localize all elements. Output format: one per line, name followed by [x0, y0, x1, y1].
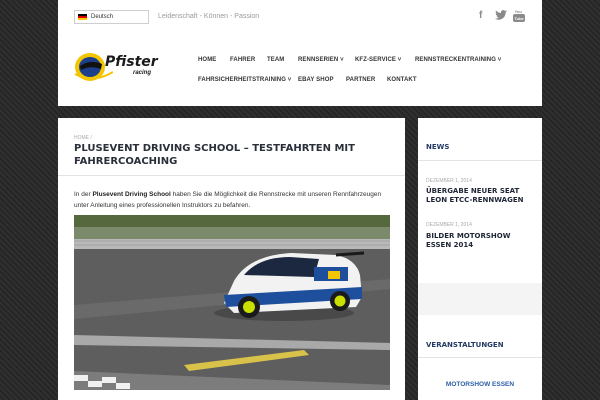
sidebar: [418, 118, 542, 400]
facebook-icon[interactable]: f: [479, 10, 483, 21]
nav-home[interactable]: HOME: [198, 57, 217, 63]
chevron-down-icon: ˅: [397, 57, 402, 63]
svg-text:You: You: [514, 9, 522, 14]
main-content: [58, 118, 405, 400]
nav-kfz-service[interactable]: [355, 57, 401, 63]
nav-kfz-service-label: KFZ-SERVICE: [355, 57, 396, 63]
news-post-link[interactable]: ÜBERGABE NEUER SEAT LEON ETCC-RENNWAGEN: [426, 187, 524, 204]
race-car-photo: [74, 215, 390, 390]
german-flag-icon: [78, 14, 87, 20]
nav-rennserien[interactable]: [298, 57, 344, 63]
news-post-link[interactable]: BILDER MOTORSHOW ESSEN 2014: [426, 232, 511, 249]
nav-partner[interactable]: PARTNER: [346, 77, 376, 83]
news-heading: NEWS: [426, 143, 450, 151]
nav-kontakt[interactable]: KONTAKT: [387, 77, 417, 83]
nav-ebay-shop[interactable]: EBAY SHOP: [298, 77, 334, 83]
events-heading: VERANSTALTUNGEN: [426, 341, 504, 349]
intro-text-pre: In der: [74, 191, 93, 198]
site-logo[interactable]: [73, 50, 161, 86]
breadcrumb[interactable]: HOME /: [74, 135, 92, 141]
sidebar-spacer: [418, 283, 542, 315]
nav-fahrer[interactable]: FAHRER: [230, 57, 256, 63]
article-photo: [74, 215, 390, 390]
intro-text-post: haben Sie die Möglichkeit die Rennstrecke mit unseren Rennfahrzeugen unter Anleitung eines professionellen Instruktors zu befahren.: [74, 191, 382, 209]
divider: [418, 160, 542, 161]
chevron-down-icon: ˅: [287, 77, 292, 83]
nav-team[interactable]: TEAM: [267, 57, 285, 63]
chevron-down-icon: ˅: [340, 57, 344, 63]
logo-name: Pfister: [105, 54, 158, 70]
language-label: Deutsch: [91, 14, 114, 20]
logo-sub: racing: [133, 70, 152, 76]
site-tagline: Leidenschaft - Können - Passion: [158, 13, 260, 20]
page-title: PLUSEVENT DRIVING SCHOOL – TESTFAHRTEN MIT FAHRERCOACHING: [74, 143, 355, 167]
nav-fahrsicherheitstraining[interactable]: [198, 77, 291, 83]
nav-rennstreckentraining[interactable]: [415, 57, 501, 63]
nav-rennstreckentraining-label: RENNSTRECKENTRAINING: [415, 57, 497, 63]
article-intro: [74, 189, 384, 211]
intro-text-bold: Plusevent Driving School: [92, 191, 171, 198]
post-date: DEZEMBER 1, 2014: [426, 178, 472, 184]
nav-fahrsicherheitstraining-label: FAHRSICHERHEITSTRAINING: [198, 77, 286, 83]
nav-rennserien-label: RENNSERIEN: [298, 57, 339, 63]
divider: [418, 357, 542, 358]
event-link[interactable]: MOTORSHOW ESSEN: [445, 381, 515, 388]
twitter-icon[interactable]: [495, 10, 507, 23]
site-header: [58, 0, 542, 106]
divider: [58, 175, 405, 176]
svg-text:Tube: Tube: [514, 16, 524, 21]
language-select[interactable]: [74, 10, 149, 24]
youtube-icon[interactable]: [513, 9, 525, 25]
chevron-down-icon: ˅: [497, 57, 502, 63]
post-date: DEZEMBER 1, 2014: [426, 222, 472, 228]
